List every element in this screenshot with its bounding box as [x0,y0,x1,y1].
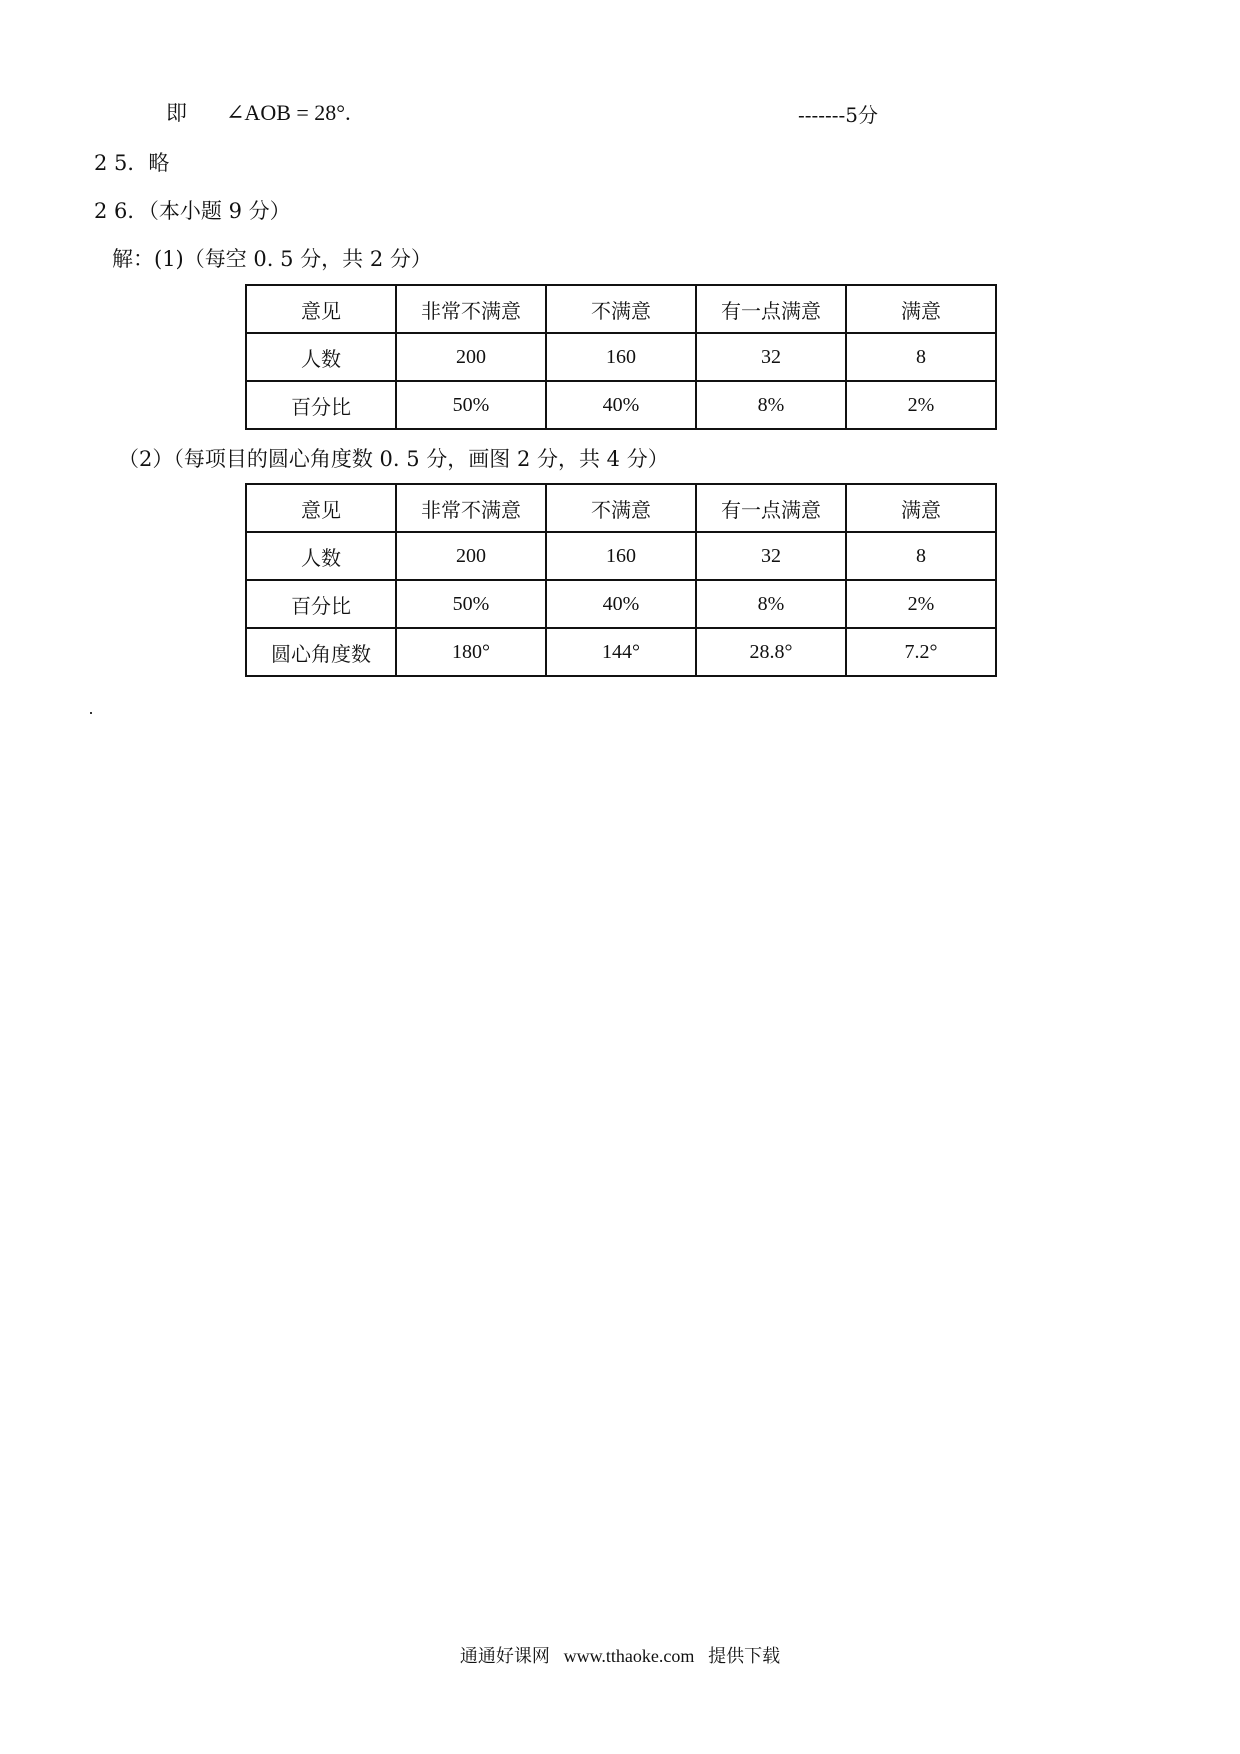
q24-score-text: -------5分 [798,103,879,127]
table-cell: 8 [846,532,996,580]
table-cell: 有一点满意 [696,484,846,532]
q24-angle: ∠AOB = 28°. [226,100,351,125]
row-header-cell: 意见 [246,285,396,333]
table-cell: 非常不满意 [396,285,546,333]
q26-part2-note: （2）（每项目的圆心角度数 0. 5 分，画图 2 分，共 4 分） [118,447,669,471]
page-footer [0,1642,1240,1668]
table-row [246,333,996,381]
answer-table-2 [245,483,997,677]
stray-dot [90,712,92,714]
table-cell: 200 [396,532,546,580]
footer-site-name: 通通好课网 [459,1646,550,1667]
table-cell: 8% [696,381,846,429]
table-row [246,285,996,333]
table-cell: 160 [546,532,696,580]
table-cell: 有一点满意 [696,285,846,333]
table-row [246,532,996,580]
table-cell: 不满意 [546,285,696,333]
row-header-cell: 人数 [246,532,396,580]
table-cell: 不满意 [546,484,696,532]
footer-url: www.tthaoke.com [563,1646,695,1666]
table-cell: 50% [396,381,546,429]
row-header-cell: 百分比 [246,381,396,429]
footer-suffix: 提供下载 [708,1646,781,1667]
table-cell: 28.8° [696,628,846,676]
table-cell: 2% [846,381,996,429]
table-cell: 7.2° [846,628,996,676]
q24-angle-equation [226,98,351,128]
answer-table-1-body [246,285,996,429]
q26-heading: 2 6．（本小题 9 分） [94,199,291,223]
row-header-cell: 百分比 [246,580,396,628]
table-row [246,484,996,532]
table-cell: 满意 [846,484,996,532]
table-cell: 144° [546,628,696,676]
answer-table-2-body [246,484,996,676]
table-row [246,628,996,676]
q24-prefix: 即 [166,101,187,125]
table-cell: 50% [396,580,546,628]
table-cell: 非常不满意 [396,484,546,532]
table-cell: 8 [846,333,996,381]
table-cell: 32 [696,532,846,580]
table-cell: 40% [546,381,696,429]
table-cell: 40% [546,580,696,628]
row-header-cell: 圆心角度数 [246,628,396,676]
q24-score [798,100,878,130]
table-cell: 满意 [846,285,996,333]
q24-line [166,98,187,128]
row-header-cell: 人数 [246,333,396,381]
table-row [246,381,996,429]
table-row [246,580,996,628]
table-cell: 180° [396,628,546,676]
table-cell: 200 [396,333,546,381]
table-cell: 8% [696,580,846,628]
answer-table-1 [245,284,997,430]
q26-part1-note: 解：(1)（每空 0. 5 分，共 2 分） [112,247,432,271]
table-cell: 160 [546,333,696,381]
q25-label: 2 5．略 [94,151,170,175]
table-cell: 2% [846,580,996,628]
table-cell: 32 [696,333,846,381]
row-header-cell: 意见 [246,484,396,532]
